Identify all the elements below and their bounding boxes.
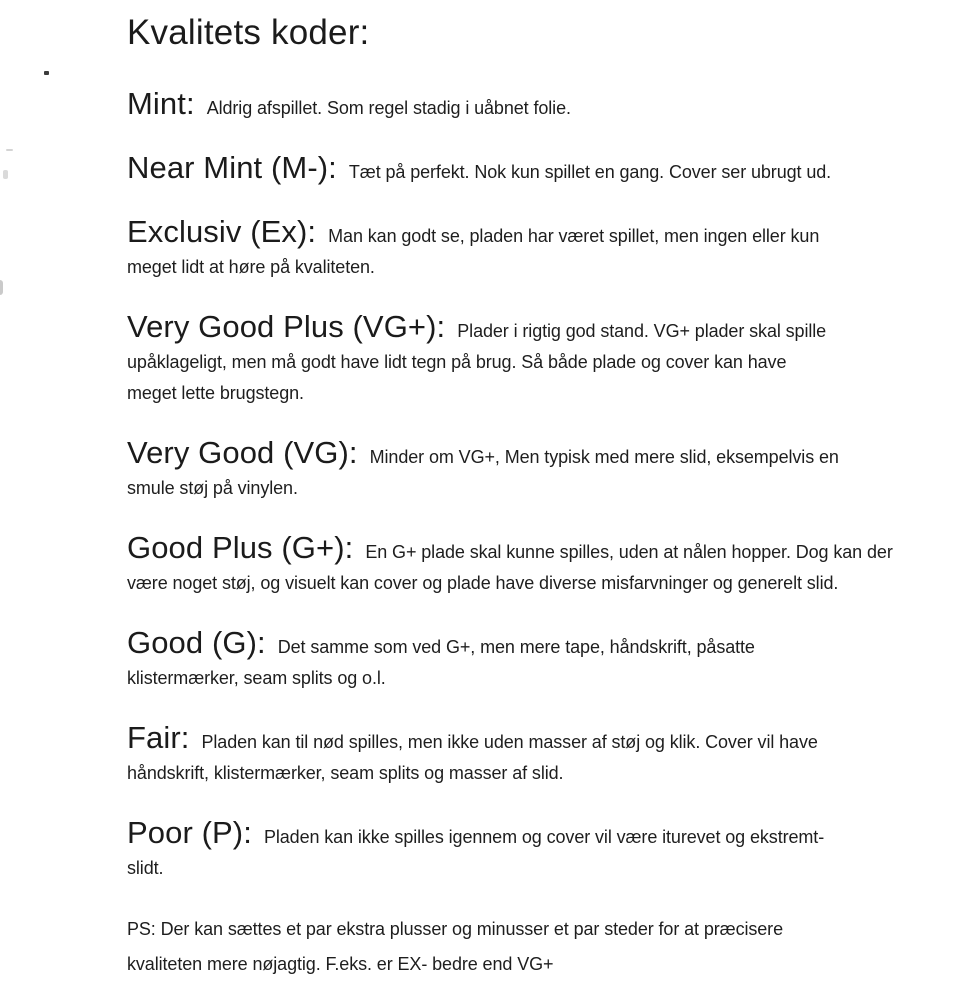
scanned-document-page [127, 12, 927, 982]
grade-desc-line: klistermærker, seam splits og o.l. [127, 668, 386, 688]
grade-section-exclusiv [127, 216, 927, 283]
grade-section-very-good [127, 437, 927, 504]
grade-term: Near Mint (M-): [127, 150, 337, 185]
grade-desc-line: Minder om VG+, Men typisk med mere slid, eksempelvis en [369, 447, 839, 467]
grade-term: Fair: [127, 720, 190, 755]
grade-section-fair [127, 722, 927, 789]
scan-smudge-artifact [3, 170, 8, 179]
grade-term: Mint: [127, 86, 195, 121]
grade-section-near-mint [127, 152, 927, 188]
grade-section-good [127, 627, 927, 694]
scan-smudge-artifact [6, 149, 13, 151]
postscript-line: kvaliteten mere nøjagtig. F.eks. er EX- bedre end VG+ [127, 954, 554, 974]
grade-section-poor [127, 817, 927, 884]
grade-desc-line: Pladen kan ikke spilles igennem og cover vil være iturevet og ekstremt- [263, 827, 825, 847]
grade-desc-line: håndskrift, klistermærker, seam splits og masser af slid. [127, 763, 564, 783]
postscript-note [127, 912, 927, 982]
grade-desc-line: Pladen kan til nød spilles, men ikke uden masser af støj og klik. Cover vil have [201, 732, 818, 752]
grade-desc-line: meget lidt at høre på kvaliteten. [127, 257, 375, 277]
grade-desc-line: Plader i rigtig god stand. VG+ plader skal spille [457, 321, 827, 341]
grade-desc-line: Man kan godt se, pladen har været spillet, men ingen eller kun [328, 226, 820, 246]
grade-desc-line: Tæt på perfekt. Nok kun spillet en gang. Cover ser ubrugt ud. [348, 162, 832, 182]
grade-term: Exclusiv (Ex): [127, 214, 317, 249]
grade-term: Very Good Plus (VG+): [127, 309, 446, 344]
grade-desc-line: smule støj på vinylen. [127, 478, 298, 498]
grade-term: Good Plus (G+): [127, 530, 354, 565]
grade-desc-line: Aldrig afspillet. Som regel stadig i uåbnet folie. [206, 98, 571, 118]
grade-section-mint [127, 88, 927, 124]
grade-desc-line: Det samme som ved G+, men mere tape, håndskrift, påsatte [277, 637, 755, 657]
grade-section-good-plus [127, 532, 927, 599]
grade-section-very-good-plus [127, 311, 927, 409]
postscript-line: PS: Der kan sættes et par ekstra plusser og minusser et par steder for at præcisere [127, 919, 783, 939]
grade-desc-line: meget lette brugstegn. [127, 383, 304, 403]
grade-desc-line: En G+ plade skal kunne spilles, uden at nålen hopper. Dog kan der [365, 542, 893, 562]
grade-desc-line: være noget støj, og visuelt kan cover og plade have diverse misfarvninger og generelt slid. [127, 573, 839, 593]
scan-dot-artifact [44, 71, 49, 75]
grade-term: Good (G): [127, 625, 266, 660]
grade-term: Poor (P): [127, 815, 252, 850]
document-title: Kvalitets koder: [127, 13, 370, 52]
grade-desc-line: upåklageligt, men må godt have lidt tegn på brug. Så både plade og cover kan have [127, 352, 787, 372]
grade-term: Very Good (VG): [127, 435, 358, 470]
scan-edge-artifact [0, 280, 3, 295]
grade-desc-line: slidt. [127, 858, 164, 878]
